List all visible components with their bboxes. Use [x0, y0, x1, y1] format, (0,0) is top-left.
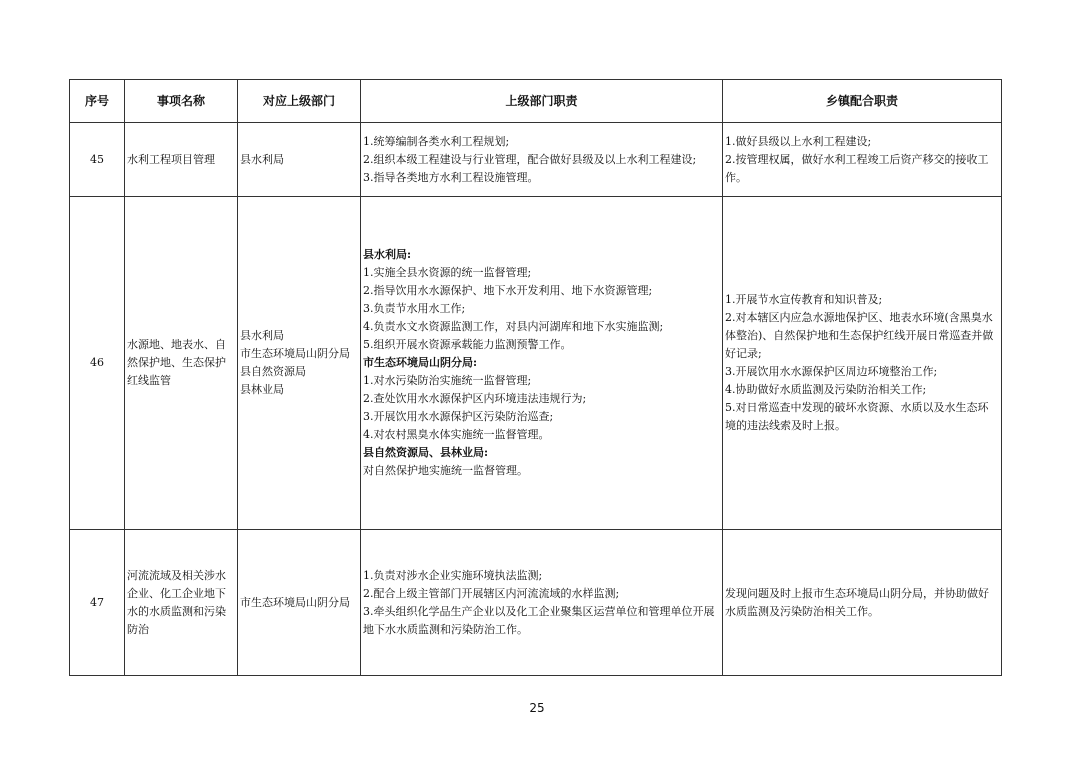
- duty-line: 对自然保护地实施统一监督管理。: [363, 464, 528, 477]
- page-number: 25: [529, 701, 545, 715]
- duty-line: 3.开展饮用水水源保护区污染防治巡查;: [363, 410, 554, 423]
- row-number: 47: [70, 530, 125, 676]
- duty-line: 4.对农村黑臭水体实施统一监督管理。: [363, 428, 550, 441]
- item-name: 水利工程项目管理: [125, 123, 238, 197]
- header-seq: 序号: [70, 80, 125, 123]
- duty-line: 3.开展饮用水水源保护区周边环境整治工作;: [725, 365, 938, 378]
- duty-line: 2.配合上级主管部门开展辖区内河流流域的水样监测;: [363, 586, 620, 600]
- duty-line: 2.按管理权属，做好水利工程竣工后资产移交的接收工作。: [725, 152, 989, 184]
- duty-line: 2.对本辖区内应急水源地保护区、地表水环境(含黑臭水体整治)、自然保护地和生态保护红线开展日常巡查并做好记录;: [725, 311, 994, 360]
- duty-line: 2.指导饮用水水源保护、地下水开发利用、地下水资源管理;: [363, 284, 653, 297]
- responsibility-table: [69, 79, 1002, 676]
- table-row: [70, 197, 1002, 530]
- item-name: 河流流域及相关涉水企业、化工企业地下水的水质监测和污染防治: [125, 530, 238, 676]
- item-name: 水源地、地表水、自然保护地、生态保护红线监管: [125, 197, 238, 530]
- duty-line: 发现问题及时上报市生态环境局山阴分局，并协助做好水质监测及污染防治相关工作。: [725, 586, 989, 618]
- town-duties: [723, 530, 1002, 676]
- table-row: [70, 530, 1002, 676]
- duty-line: 3.牵头组织化学品生产企业以及化工企业聚集区运营单位和管理单位开展地下水水质监测和污染防治工作。: [363, 604, 715, 636]
- header-upper-dept: 对应上级部门: [238, 80, 361, 123]
- department-heading: 县自然资源局、县林业局:: [363, 446, 489, 459]
- duty-line: 1.实施全县水资源的统一监督管理;: [363, 266, 532, 279]
- row-number: 45: [70, 123, 125, 197]
- duty-line: 1.做好县级以上水利工程建设;: [725, 134, 872, 148]
- header-town-duties: 乡镇配合职责: [723, 80, 1002, 123]
- duty-line: 3.负责节水用水工作;: [363, 302, 466, 315]
- upper-dept: 县水利局 市生态环境局山阴分局 县自然资源局 县林业局: [238, 197, 361, 530]
- department-heading: 县水利局:: [363, 248, 412, 261]
- duty-line: 1.对水污染防治实施统一监督管理;: [363, 374, 532, 387]
- upper-dept: 市生态环境局山阴分局: [238, 530, 361, 676]
- duty-line: 4.负责水文水资源监测工作，对县内河湖库和地下水实施监测;: [363, 320, 664, 333]
- table-header-row: [70, 80, 1002, 123]
- duty-line: 1.开展节水宣传教育和知识普及;: [725, 293, 883, 306]
- duty-line: 2.查处饮用水水源保护区内环境违法违规行为;: [363, 392, 587, 405]
- town-duties: [723, 197, 1002, 530]
- town-duties: [723, 123, 1002, 197]
- header-item-name: 事项名称: [125, 80, 238, 123]
- department-heading: 市生态环境局山阴分局:: [363, 356, 478, 369]
- duty-line: 3.指导各类地方水利工程设施管理。: [363, 170, 539, 184]
- duty-line: 1.统筹编制各类水利工程规划;: [363, 134, 510, 148]
- upper-duties: [361, 530, 723, 676]
- duty-line: 5.组织开展水资源承载能力监测预警工作。: [363, 338, 572, 351]
- upper-duties: [361, 197, 723, 530]
- upper-duties: [361, 123, 723, 197]
- header-upper-duties: 上级部门职责: [361, 80, 723, 123]
- upper-dept: 县水利局: [238, 123, 361, 197]
- duty-line: 2.组织本级工程建设与行业管理，配合做好县级及以上水利工程建设;: [363, 152, 697, 166]
- duty-line: 5.对日常巡查中发现的破坏水资源、水质以及水生态环境的违法线索及时上报。: [725, 401, 989, 432]
- duty-line: 4.协助做好水质监测及污染防治相关工作;: [725, 383, 927, 396]
- duty-line: 1.负责对涉水企业实施环境执法监测;: [363, 568, 543, 582]
- table-row: [70, 123, 1002, 197]
- row-number: 46: [70, 197, 125, 530]
